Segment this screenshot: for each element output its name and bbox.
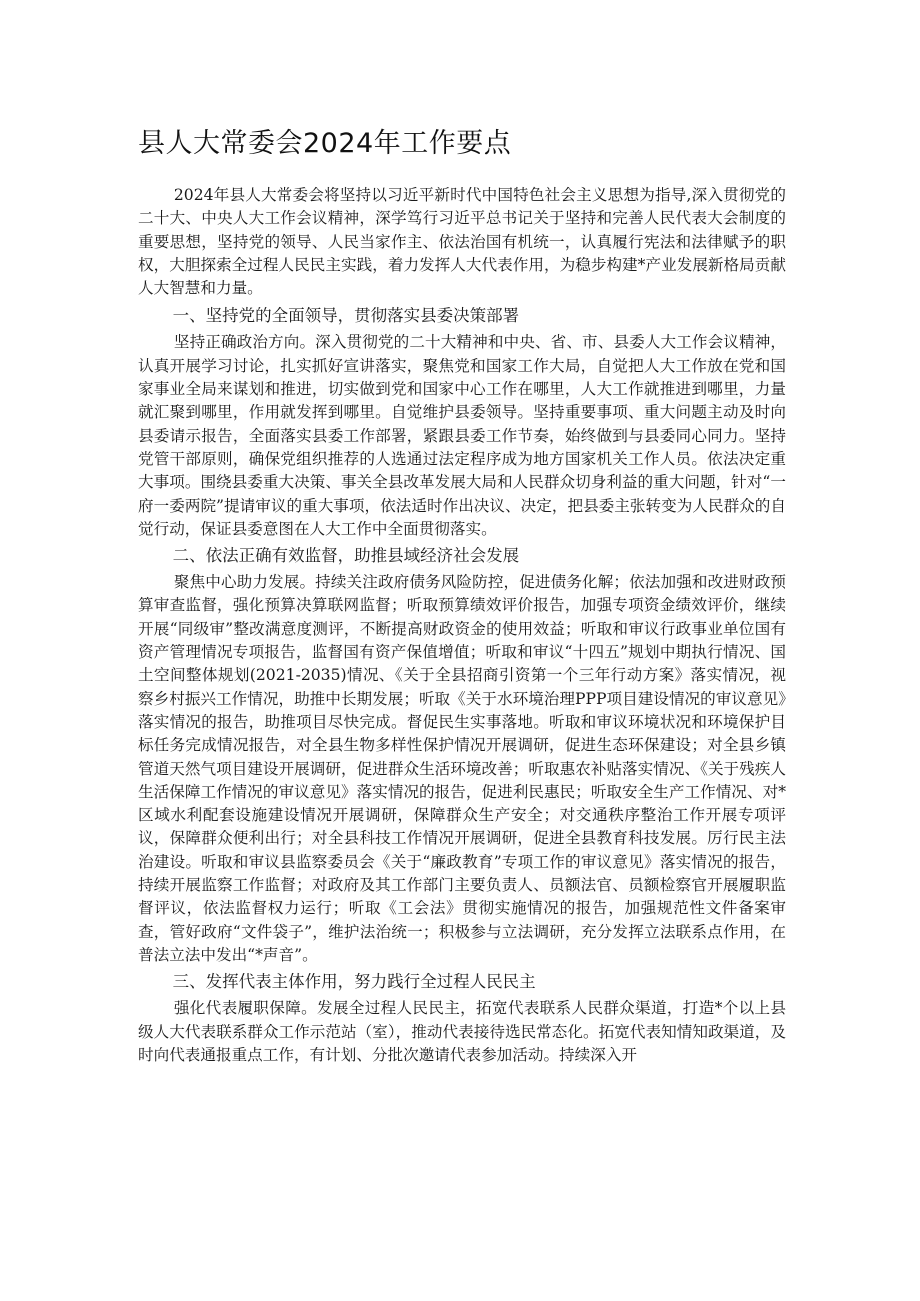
section-1-body: 坚持正确政治方向。深入贯彻党的二十大精神和中央、省、市、县委人大工作会议精神，认真开展学习讨论，扎实抓好宣讲落实，聚焦党和国家工作大局，自觉把人大工作放在党和国家事业全局来谋划和推进，切实做到党和国家中心工作在哪里，人大工作就推进到哪里，力量就汇聚到哪里，作用就发挥到哪里。自觉维护县委领导。坚持重要事项、重大问题主动及时向县委请示报告，全面落实县委工作部署，紧跟县委工作节奏，始终做到与县委同心同力。坚持党管干部原则，确保党组织推荐的人选通过法定程序成为地方国家机关工作人员。依法决定重大事项。围绕县委重大决策、事关全县改革发展大局和人民群众切身利益的重大问题，针对“一府一委两院”提请审议的重大事项，依法适时作出决议、决定，把县委主张转变为人民群众的自觉行动，保证县委意图在人大工作中全面贯彻落实。 [138,333,786,538]
section-1-heading: 一、坚持党的全面领导，贯彻落实县委决策部署 [172,306,520,326]
intro-paragraph: 2024年县人大常委会将坚持以习近平新时代中国特色社会主义思想为指导,深入贯彻党的二十大、中央人大工作会议精神，深学笃行习近平总书记关于坚持和完善人民代表大会制度的重要思想，坚持党的领导、人民当家作主、依法治国有机统一，认真履行宪法和法律赋予的职权，大胆探索全过程人民民主实践，着力发挥人大代表作用，为稳步构建*产业发展新格局贡献人大智慧和力量。 [138,186,786,298]
section-2-heading: 二、依法正确有效监督，助推县域经济社会发展 [172,546,520,566]
section-2-body: 聚焦中心助力发展。持续关注政府债务风险防控，促进债务化解；依法加强和改进财政预算审查监督，强化预算决算联网监督；听取预算绩效评价报告，加强专项资金绩效评价，继续开展“同级审”整改满意度测评，不断提高财政资金的使用效益；听取和审议行政事业单位国有资产管理情况专项报告，监督国有资产保值增值；听取和审议“十四五”规划中期执行情况、国土空间整体规划(2021-2035)情况、《关于全县招商引资第一个三年行动方案》落实情况，视察乡村振兴工作情况，助推中长期发展；听取《关于水环境治理PPP项目建设情况的审议意见》落实情况的报告，助推项目尽快完成。督促民生实事落地。听取和审议环境状况和环境保护目标任务完成情况报告，对全县生物多样性保护情况开展调研，促进生态环保建设；对全县乡镇管道天然气项目建设开展调研，促进群众生活环境改善；听取惠农补贴落实情况、《关于残疾人生活保障工作情况的审议意见》落实情况的报告，促进利民惠民；听取安全生产工作情况、对*区域水利配套设施建设情况开展调研，保障群众生产安全；对交通秩序整治工作开展专项评议，保障群众便利出行；对全县科技工作情况开展调研，促进全县教育科技发展。厉行民主法治建设。听取和审议县监察委员会《关于“廉政教育”专项工作的审议意见》落实情况的报告，持续开展监察工作监督；对政府及其工作部门主要负责人、员额法官、员额检察官开展履职监督评议，依法监督权力运行；听取《工会法》贯彻实施情况的报告，加强规范性文件备案审查，管好政府“文件袋子”，维护法治统一；积极参与立法调研，充分发挥立法联系点作用，在普法立法中发出“*声音”。 [138,573,786,964]
document-title: 县人大常委会2024年工作要点 [138,128,512,159]
section-3-heading: 三、发挥代表主体作用，努力践行全过程人民民主 [172,972,536,992]
document-page [138,126,786,1067]
section-3-body: 强化代表履职保障。发展全过程人民民主，拓宽代表联系人民群众渠道，打造*个以上县级人大代表联系群众工作示范站（室），推动代表接待选民常态化。拓宽代表知情知政渠道，及时向代表通报重点工作，有计划、分批次邀请代表参加活动。持续深入开 [138,999,786,1064]
